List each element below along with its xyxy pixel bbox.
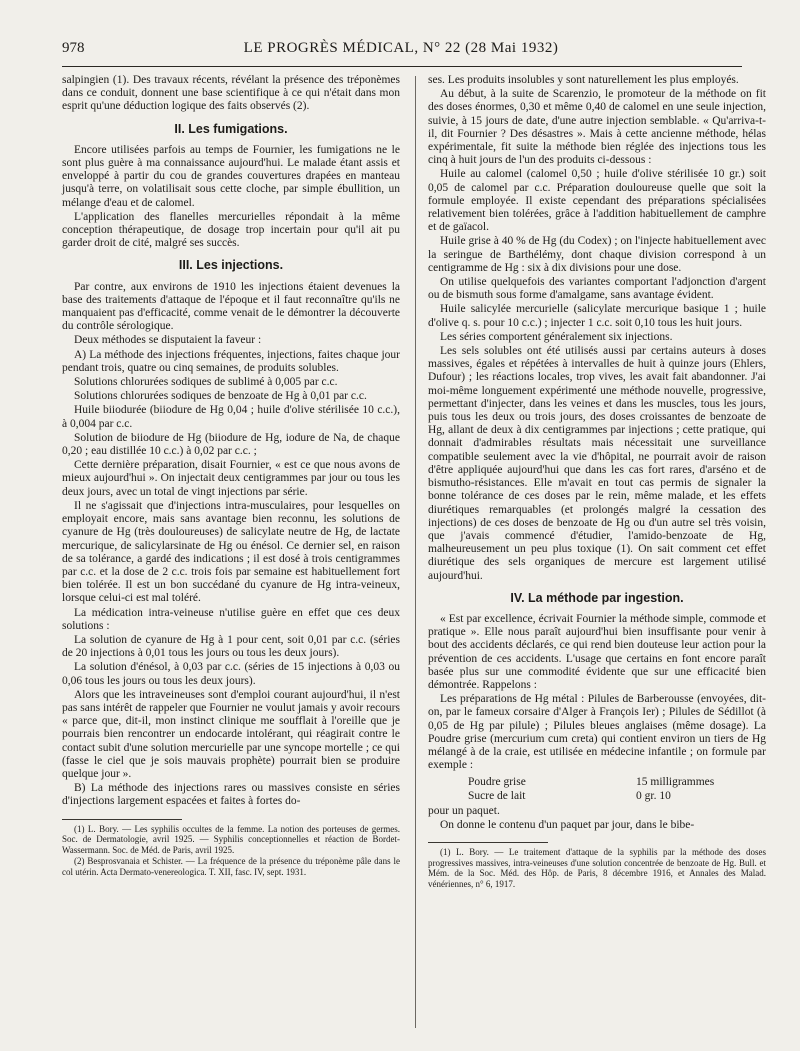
paragraph: Huile au calomel (calomel 0,50 ; huile d'olive stérilisée 10 gr.) soit 0,05 de calomel par c.c. Préparation douloureuse quelle que soit la formule employée. Il existe cependant des préparations spécialisées relativement bien tolérées, grâce à l'addition habituellement de camphre et de gaïacol. xyxy=(428,168,766,234)
section-heading-ingestion: IV. La méthode par ingestion. xyxy=(510,590,684,605)
paragraph: La solution d'énésol, à 0,03 par c.c. (séries de 15 injections à 0,03 ou 0,06 tous les jours ou tous les deux jours). xyxy=(62,661,400,687)
paragraph: Les préparations de Hg métal : Pilules de Barberousse (envoyées, dit-on, par le fameux corsaire d'Alger à François Ier) ; Pilules de Sédillot (à 0,05 de Hg par pilule) ; Pilules bleues anglaises (même dosage). La Poudre grise (mercurium cum creta) qui contient environ un tiers de Hg mélangé à de la craie, est utilisée en médecine infantile ; on formule par exemple : xyxy=(428,693,766,772)
right-column xyxy=(428,74,766,890)
recipe-quantity: 0 gr. 10 xyxy=(636,789,671,802)
recipe-quantity: 15 milligrammes xyxy=(636,776,715,789)
paragraph: ses. Les produits insolubles y sont naturellement les plus employés. xyxy=(428,74,739,86)
left-column xyxy=(62,74,400,878)
paragraph: La solution de cyanure de Hg à 1 pour cent, soit 0,01 par c.c. (séries de 20 injections à 0,01 tous les jours ou tous les deux jours). xyxy=(62,633,400,660)
paragraph: Solution de biiodure de Hg (biiodure de Hg, iodure de Na, de chaque 0,20 ; eau distillée 10 c.c.) à 0,02 par c.c. ; xyxy=(62,431,400,458)
paragraph: Encore utilisées parfois au temps de Fournier, les fumigations ne le sont plus guère à ma connaissance aujourd'hui. Le malade étant assis et enveloppé à partir du cou de grandes couvertures drapées en manteau jusqu'à terre, on volatilisait sous cette cloche, par simple ébullition, un mélange d'eau et de calomel. xyxy=(62,143,400,209)
paragraph: Huile grise à 40 % de Hg (du Codex) ; on l'injecte habituellement avec la seringue de Barthélémy, dont chaque division correspond à un centigramme de Hg : six à dix divisions pour une dose. xyxy=(428,235,766,274)
footnote: (1) L. Bory. — Les syphilis occultes de la femme. La notion des porteuses de germes. Soc. de Dermatologie, avril 1925. — Syphilis conceptionnelles et réaction de Bordet-Wassermann. Soc. de Méd. de Paris, avril 1925. xyxy=(62,823,400,855)
footnote: (1) L. Bory. — Le traitement d'attaque de la syphilis par la méthode des doses progressives massives, intra-veineuses d'une solution concentrée de benzoate de Hg. Bull. et Mém. de la Soc. Méd. des Hôp. de Paris, 8 décembre 1916, et Annales des Malad. vénériennes, n° 6, 1917. xyxy=(428,847,766,889)
paragraph: On utilise quelquefois des variantes comportant l'adjonction d'argent ou de bismuth sous forme d'amalgame, sans avantage évident. xyxy=(428,276,766,302)
journal-title: LE PROGRÈS MÉDICAL, N° 22 (28 Mai 1932) xyxy=(243,40,559,56)
paragraph: Solutions chlorurées sodiques de benzoate de Hg à 0,01 par c.c. xyxy=(74,390,367,403)
paragraph: L'application des flanelles mercurielles répondait à la même conception thérapeutique, de dosage trop incertain pour qu'il ait pu garder droit de cité, malgré ses succès. xyxy=(62,210,400,250)
running-header xyxy=(62,40,740,62)
recipe-item: Sucre de lait xyxy=(468,789,526,802)
paragraph: pour un paquet. xyxy=(428,804,500,817)
paragraph: Il ne s'agissait que d'injections intra-musculaires, pour lesquelles on employait encore, mais sans avantage bien reconnu, les solutions de cyanure de Hg (très douloureuses) de salicylate neutre de Hg, de lactate mercurique, de salicylarsinate de Hg ou énésol. Ce dernier sel, en raison de sa tolérance, a gardé des indications ; il est dosé à trois centigrammes par c.c. et la dose de 2 c.c. trois fois par semaine est habituellement fort bien tolérée. Il est un bon succédané du cyanure de Hg intra-veineux, lorsque celui-ci est mal toléré. xyxy=(62,499,400,605)
paragraph: Les séries comportent généralement six injections. xyxy=(440,330,673,343)
paragraph: Les sels solubles ont été utilisés aussi par certains auteurs à doses massives, égales et répétées à intervalles de huit à quinze jours (Ehlers, Dufour) ; les réactions locales, trop vives, les avait fait abandonner. J'ai moi-même longuement expérimenté une méthode nouvelle, progressive, permettant d'injecter, dans les veines et dans les muscles, tous les jours, puis tous les deux ou trois jours, des doses croissantes de benzoate de Hg, allant de deux à dix centigrammes par injections ; cette pratique, qui donnait d'admirables résultats mais nécessitait une surveillance compatible seulement avec la vie d'hôpital, ne pourrait avoir de raison d'être appliquée aujourd'hui que dans les cas fort rares, d'arséno et de bismutho-résistances. Elle m'avait en tout cas permis de signaler la bonne tolérance de ces doses par le rein, même malade, et les effets diurétiques remarquables (et prolongés malgré la cessation des injections) de ces doses de benzoate de Hg ou d'un autre sel très voisin, que j'avais commencé d'étudier, l'amido-benzoate de Hg, malheureusement un peu plus toxique (1). On sait comment cet effet diurétique des sels organiques de mercure est largement utilisé aujourd'hui. xyxy=(428,345,766,582)
page-number: 978 xyxy=(62,40,85,56)
recipe-formula xyxy=(468,776,766,802)
recipe-line xyxy=(468,776,766,789)
paragraph: B) La méthode des injections rares ou massives consiste en séries d'injections largement espacées et faites à fortes do- xyxy=(62,782,400,808)
section-heading-fumigations: II. Les fumigations. xyxy=(174,121,288,136)
paragraph: Huile biiodurée (biiodure de Hg 0,04 ; huile d'olive stérilisée 10 c.c.), à 0,004 par c.c. xyxy=(62,404,400,430)
paragraph: Au début, à la suite de Scarenzio, le promoteur de la méthode on fit des doses énormes, 0,30 et même 0,40 de calomel en une seule injection, suivie, à 15 jours de date, d'une autre injection semblable. « Qu'arriva-t-il, dit Fournier ? Des désastres ». Mais à cette ancienne méthode, hélas expérimentale, fit suite la méthode bien réglée des injections tous les cinq à huit jours de l'un des produits ci-dessous : xyxy=(428,88,766,167)
paragraph: Alors que les intraveineuses sont d'emploi courant aujourd'hui, il n'est pas sans intérêt de rappeler que Fournier ne voulut jamais y avoir recours « parce que, dit-il, mon instinct clinique me soufflait à l'oreille que je pourrais bien rencontrer un endocarde intolérant, qui réagirait contre le contact subit d'une solution mercurielle par une syncope mortelle ; ce qui (fasse le ciel que je sois mauvais prophète) pourrait bien se produire quelque jour ». xyxy=(62,688,400,780)
header-rule xyxy=(62,66,742,67)
paragraph: La médication intra-veineuse n'utilise guère en effet que ces deux solutions : xyxy=(62,606,400,632)
paragraph: On donne le contenu d'un paquet par jour, dans le bibe- xyxy=(440,818,695,831)
recipe-item: Poudre grise xyxy=(468,776,526,789)
paragraph: Huile salicylée mercurielle (salicylate mercurique basique 1 ; huile d'olive q. s. pour 10 c.c.) ; injecter 1 c.c. soit 0,10 tous les huit jours. xyxy=(428,303,766,329)
paragraph: « Est par excellence, écrivait Fournier la méthode simple, commode et pratique ». Elle nous paraît aujourd'hui bien insuffisante pour venir à bout des accidents déclarés, ce qui rend bien douteuse leur action pour la prévention de ces accidents. L'usage que certains en font encore paraît basée plus sur une commodité évidente que sur une efficacité bien démontrée. Rappelons : xyxy=(428,612,766,691)
paragraph: salpingien (1). Des travaux récents, révélant la présence des tréponèmes dans ce conduit, donnent une base scientifique à ce qui n'était dans mon esprit qu'une déduction logique des faits observés (2). xyxy=(62,74,400,113)
column-divider xyxy=(415,76,416,1028)
section-heading-injections: III. Les injections. xyxy=(178,258,284,273)
paragraph: A) La méthode des injections fréquentes, injections, faites chaque jour pendant trois, quatre ou cinq semaines, de produits solubles. xyxy=(62,348,400,374)
footnote-rule xyxy=(428,842,548,843)
paragraph: Deux méthodes se disputaient la faveur : xyxy=(74,334,262,347)
footnote-rule xyxy=(62,819,182,820)
footnote: (2) Besprosvanaia et Schister. — La fréquence de la présence du tréponème pâle dans le col utérin. Acta Dermato-venereologica. T. XII, fasc. IV, sept. 1931. xyxy=(62,856,400,877)
paragraph: Cette dernière préparation, disait Fournier, « est ce que nous avons de mieux aujourd'hui ». On injectait deux centigrammes par jour ou tous les deux jours, avec un total de vingt injections par série. xyxy=(62,459,400,498)
recipe-line xyxy=(468,790,766,803)
paragraph: Solutions chlorurées sodiques de sublimé à 0,005 par c.c. xyxy=(74,376,338,389)
paragraph: Par contre, aux environs de 1910 les injections étaient devenues la base des traitements d'attaque de l'époque et il faut reconnaître qu'ils ne manquaient pas d'efficacité, comme venait de le démontrer la découverte du contrôle sérologique. xyxy=(62,280,400,333)
